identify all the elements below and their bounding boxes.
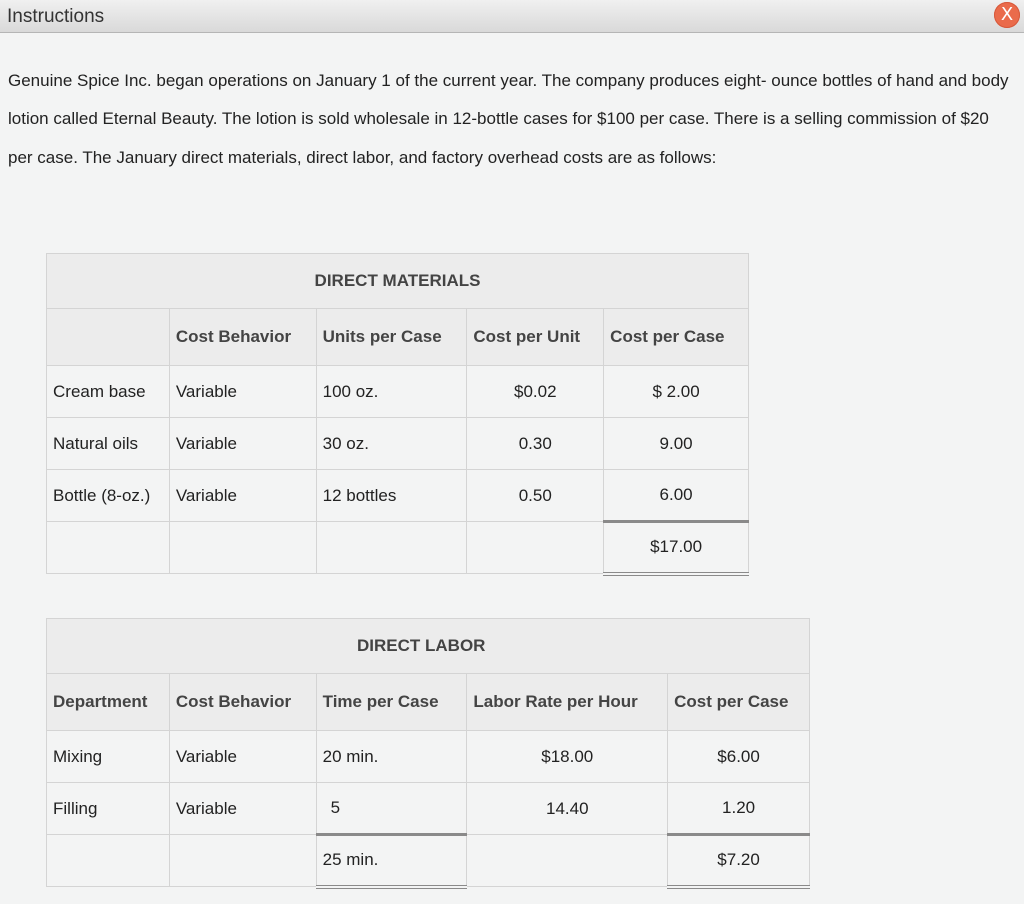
table-cell: Variable: [169, 366, 316, 418]
column-header: Cost per Case: [668, 674, 810, 731]
table-cell: $6.00: [668, 731, 810, 783]
labor-cost-total: $7.20: [668, 835, 810, 887]
intro-paragraph: Genuine Spice Inc. began operations on January 1 of the current year. The company produces eight- ounce bottles of hand and body lotion called Eternal Beauty. The lotion is sold wholesale in 12-bottle cases for $100 per case. There is a selling commission of $20 per case. The January direct materials, direct labor, and factory overhead costs are as follows:: [8, 71, 1009, 167]
window-title: Instructions: [7, 6, 105, 27]
table-cell: Mixing: [47, 731, 170, 783]
table-cell: $0.02: [467, 366, 604, 418]
empty-cell: [47, 835, 170, 887]
table-row: [47, 418, 749, 470]
table-cell: 14.40: [467, 783, 668, 835]
table-cell: 20 min.: [316, 731, 467, 783]
direct-materials-table: [46, 253, 749, 576]
table-cell: Variable: [169, 731, 316, 783]
empty-cell: [47, 522, 170, 574]
empty-cell: [316, 522, 467, 574]
table-cell: Natural oils: [47, 418, 170, 470]
column-header: [47, 309, 170, 366]
empty-cell: [467, 835, 668, 887]
direct-labor-title: DIRECT LABOR: [47, 619, 810, 674]
table-cell: $ 2.00: [604, 366, 749, 418]
table-cell: 9.00: [604, 418, 749, 470]
column-header: Cost per Case: [604, 309, 749, 366]
table-cell: Bottle (8-oz.): [47, 470, 170, 522]
close-button[interactable]: X: [994, 2, 1020, 28]
table-row: [47, 366, 749, 418]
table-cell: Variable: [169, 418, 316, 470]
column-header: Cost Behavior: [169, 309, 316, 366]
column-header: Units per Case: [316, 309, 467, 366]
table-cell: 30 oz.: [316, 418, 467, 470]
table-cell: Variable: [169, 783, 316, 835]
empty-cell: [467, 522, 604, 574]
column-header: Cost Behavior: [169, 674, 316, 731]
column-header: Time per Case: [316, 674, 467, 731]
column-header: Labor Rate per Hour: [467, 674, 668, 731]
table-cell: Cream base: [47, 366, 170, 418]
table-cell: 0.50: [467, 470, 604, 522]
table-row: [47, 783, 810, 835]
table-cell: $18.00: [467, 731, 668, 783]
total-row: [47, 522, 749, 574]
table-row: [47, 731, 810, 783]
total-row: [47, 835, 810, 887]
empty-cell: [169, 522, 316, 574]
table-cell: 1.20: [668, 783, 810, 835]
table-cell: 5: [316, 783, 467, 835]
column-header: Cost per Unit: [467, 309, 604, 366]
materials-total: $17.00: [604, 522, 749, 574]
window-titlebar: [0, 0, 1024, 33]
direct-materials-title: DIRECT MATERIALS: [47, 254, 749, 309]
labor-time-total: 25 min.: [316, 835, 467, 887]
table-cell: 100 oz.: [316, 366, 467, 418]
table-cell: 12 bottles: [316, 470, 467, 522]
empty-cell: [169, 835, 316, 887]
table-cell: 0.30: [467, 418, 604, 470]
direct-labor-table: [46, 618, 810, 889]
column-header: Department: [47, 674, 170, 731]
table-cell: Variable: [169, 470, 316, 522]
table-cell: Filling: [47, 783, 170, 835]
table-cell: 6.00: [604, 470, 749, 522]
table-row: [47, 470, 749, 522]
